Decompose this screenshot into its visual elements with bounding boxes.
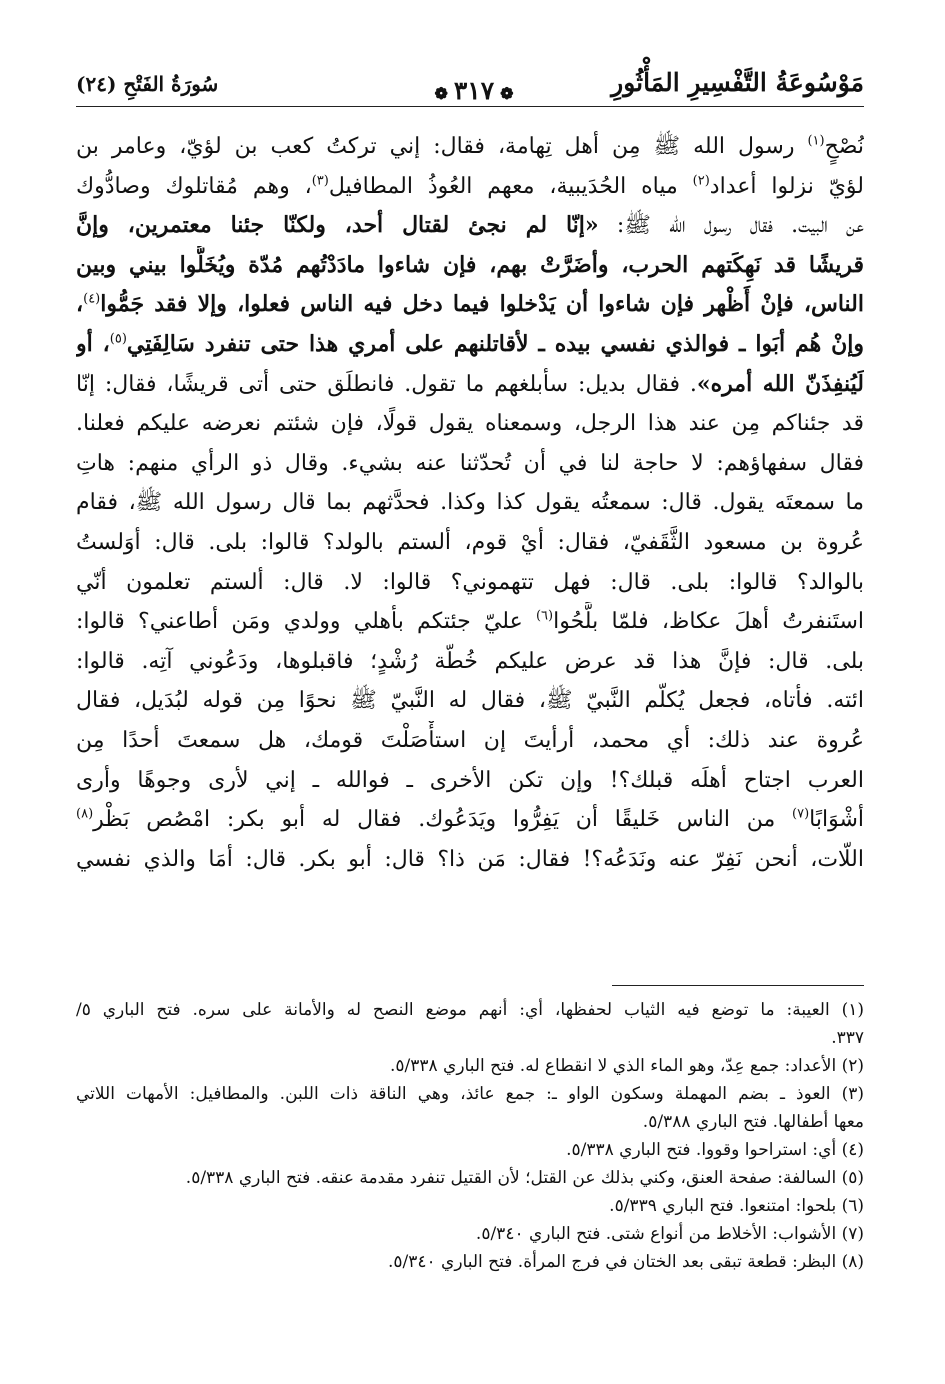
text-segment: بلى. قال: فإنَّ هذا قد عرض عليكم خُطّة رُشْدٍ؛ فاقبلوها، ودَعُوني آتِه. قالوا: [76,648,864,674]
footnote-line: (٨) البظر: قطعة تبقى بعد الختان في فرج المرأة. فتح الباري ٥/٣٤٠. [387,1252,864,1272]
text-segment: . فقال بديل: سأبلغهم ما تقول. فانطلَق حتى أتى قريشًا، فقال: إنّا [76,371,697,397]
footnote-marker: (٥) [109,331,127,347]
footnote-rule [612,985,864,986]
text-line [76,167,864,207]
text-line [76,840,864,880]
footnote-line: (٣) العوذ ـ بضم المهملة وسكون الواو ـ: جمع عائذ، وهي الناقة ذات اللبن. والمطافيل: الأمهات اللاتي [76,1084,864,1104]
text-line [76,325,864,365]
text-line [76,444,864,484]
text-segment: أشْوَابًا [809,807,864,833]
text-line [76,246,864,286]
text-segment: ائته. فأتاه، فجعل يُكلّم النَّبيّ ﷺ، فقال له النَّبيّ ﷺ نحوًا مِن قوله لبُدَيل، فقال [76,688,864,714]
text-segment: فقال سفهاؤهم: لا حاجة لنا في أن تُحدّثنا عنه بشيء. وقال ذو الرأي منهم: هاتِ [76,450,864,476]
footnote-marker: (٧) [792,806,810,822]
text-segment: استَنفرتُ أهلَ عكاظ، فلمّا بلَّحُوا [553,609,864,635]
text-segment: «إنّا لم نجئ لقتال أحد، ولكنّا جئنا معتمرين، وإنَّ [76,212,599,239]
text-line [76,563,864,603]
text-line [76,206,864,246]
text-segment: قد جئناكم مِن عند هذا الرجل، وسمعناه يقول قولًا، فإن شئتم نعرضه عليكم فعلنا. [76,411,864,437]
footnote-line: (٧) الأشواب: الأخلاط من أنواع شتى. فتح الباري ٥/٣٤٠. [475,1224,864,1244]
ornament-icon: ❁ [434,84,448,103]
text-line [76,681,864,721]
footnote-line: (٤) أي: استراحوا وقووا. فتح الباري ٥/٣٣٨. [566,1140,864,1160]
text-segment: ، أو [76,330,110,357]
text-segment: عليّ جئتكم بأهلي وولدي ومَن أطاعني؟ قالوا: [76,609,536,635]
text-line [76,602,864,642]
footnotes [76,996,864,1276]
text-segment: عُروة بن مسعود الثَّقَفيّ، فقال: أيْ قوم، ألستم بالولد؟ قالوا: بلى. قال: أوَلستُ [76,529,864,555]
text-segment: ، وهم مُقاتلوك وصادُّوك [76,173,312,199]
text-line [76,721,864,761]
text-segment: العرب اجتاح أهلَه قبلك؟! وإن تكن الأخرى ـ فوالله ـ إني لأرى وجوهًا وأرى [76,767,864,793]
footnote-marker: (١) [807,133,825,149]
text-segment: اللّات، أنحن نَفِرّ عنه ونَدَعُه؟! فقال: مَن ذا؟ قال: أبو بكر. قال: أمَا والذي نفسي [76,846,864,872]
footnote-marker: (٣) [311,173,329,189]
footnote-marker: (٢) [692,173,710,189]
page-number-box [404,76,544,105]
text-line [76,365,864,405]
text-segment: قريشًا قد نَهِكَتهم الحرب، وأضَرَّتْ بهم، فإن شاءوا مادَدْتُهم مُدّة ويُخَلُّوا بيني وبين [76,251,864,278]
footnote-line: (٦) بلحوا: امتنعوا. فتح الباري ٥/٣٣٩. [609,1196,864,1216]
ornament-icon: ❁ [500,84,514,103]
text-line [76,800,864,840]
text-segment: مياه الحُدَيبية، معهم العُوذُ المطافيل [328,173,693,199]
main-text [76,127,864,879]
text-line [76,285,864,325]
text-segment: الناس، فإنْ أَظْهر فإن شاءوا أن يَدْخلوا فيما دخل فيه الناس فعلوا، وإلا فقد جَمُّوا [100,291,864,318]
text-line [76,761,864,801]
text-segment: عُروة عند ذلك: أي محمد، أرأيتَ إن استأْصَلْتَ قومك، هل سمعتَ أحدًا مِن [76,727,864,753]
footnote-marker: (٨) [76,806,94,822]
sura-label: سُورَةُ الفَتْحِ (٢٤) [76,72,219,96]
footnote-marker: (٤) [83,292,101,308]
footnote-line: (٢) الأعداد: جمع عِدّ، وهو الماء الذي لا انقطاع له. فتح الباري ٥/٣٣٨. [389,1056,864,1076]
text-segment: لَيُنفِذَنّ الله أمره» [696,370,864,397]
text-line [76,483,864,523]
text-line [76,642,864,682]
text-line [76,127,864,167]
text-segment: رسول الله ﷺ مِن أهل تِهامة، فقال: إني تركتُ كعب بن لؤيّ، وعامر بن [76,134,808,159]
footnote-line: ٣٣٧. [831,1028,864,1048]
text-segment: نُصْحٍ [824,134,864,159]
text-line [76,523,864,563]
text-segment: ما سمعتَه يقول. قال: سمعتُه يقول كذا وكذا. فحدَّثهم بما قال رسول الله ﷺ، فقام [76,490,864,516]
footnote-line: (١) العيبة: ما توضع فيه الثياب لحفظها، أي: أنهم موضع النصح له والأمانة على سره. فتح الباري ٥/ [76,1000,864,1020]
footnote-line: معها أطفالها. فتح الباري ٥/٣٨٨. [642,1112,864,1132]
text-segment: عن البيت. فقال رسول الله ﷺ: [598,213,864,239]
text-line [76,404,864,444]
text-segment: ، [76,291,84,318]
text-segment: وإنْ هُم أبَوا ـ فوالذي نفسي بيده ـ لأقاتلنهم على أمري هذا حتى تنفرد سَالِفَتِي [126,330,864,357]
footnote-line: (٥) السالفة: صفحة العنق، وكني بذلك عن القتل؛ لأن القتيل تنفرد مقدمة عنقه. فتح الباري ٥/٣٣٨. [185,1168,864,1188]
text-segment: لؤيّ نزلوا أعداد [709,173,864,199]
footnote-marker: (٦) [535,608,554,624]
book-title: مَوْسُوعَةُ التَّفْسِيرِ المَأْثُورِ [611,68,864,97]
page-number: ٣١٧ [453,76,495,105]
text-segment: من الناس خَليقًا أن يَفِرُّوا ويَدَعُوك. فقال له أبو بكر: امْصُص بَظْر [93,807,792,833]
header-rule [76,106,864,107]
text-segment: بالوالد؟ قالوا: بلى. قال: فهل تتهموني؟ قالوا: لا. قال: ألستم تعلمون أنّي [76,569,864,595]
